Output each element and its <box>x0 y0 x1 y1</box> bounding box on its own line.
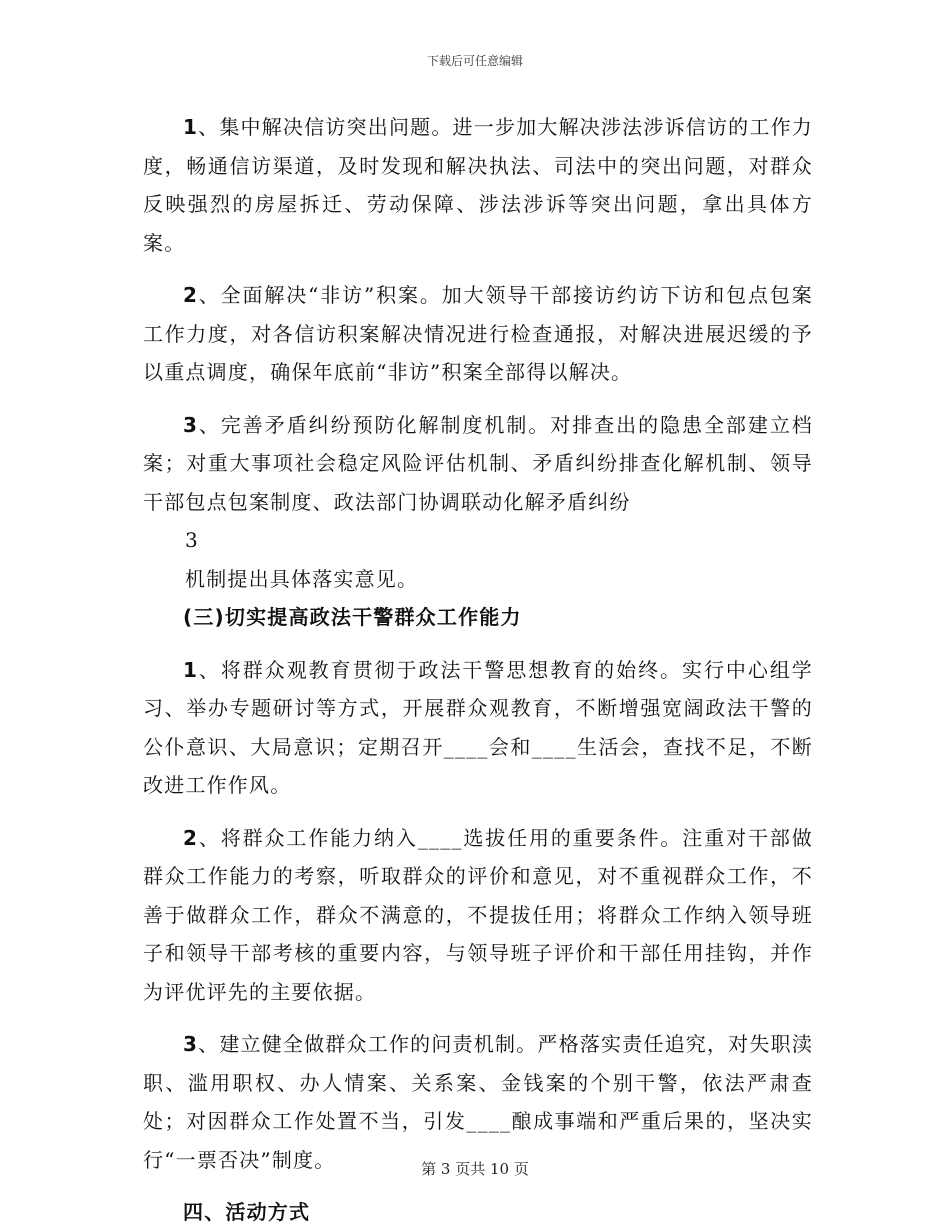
paragraph-text: 、将群众观教育贯彻于政法干警思想教育的始终。实行中心组学习、举办专题研讨等方式，开展群众观教育，不断增强宽阔政法干警的公仆意识、大局意识；定期召开____会和____生活会，查找不足，不断改进工作作风。 <box>143 657 813 797</box>
item-number: 3 <box>183 1032 199 1056</box>
paragraph-text: 、完善矛盾纠纷预防化解制度机制。对排查出的隐患全部建立档案；对重大事项社会稳定风险评估机制、矛盾纠纷排查化解机制、领导干部包点包案制度、政法部门协调联动化解矛盾纠纷 <box>143 412 813 514</box>
paragraph-item-3 <box>143 406 813 522</box>
item-number: 2 <box>183 283 199 307</box>
paragraph-text: 、将群众工作能力纳入____选拔任用的重要条件。注重对干部做群众工作能力的考察，听取群众的评价和意见，对不重视群众工作，不善于做群众工作，群众不满意的，不提拔任用；将群众工作纳入领导班子和领导干部考核的重要内容，与领导班子评价和干部任用挂钩，并作为评优评先的主要依据。 <box>143 825 813 1004</box>
page-marker: 3 <box>185 528 199 552</box>
paragraph-item-4 <box>143 651 813 805</box>
paragraph-item-5 <box>143 819 813 1012</box>
document-body <box>143 108 813 1232</box>
page-header: 下载后可任意编辑 <box>426 54 523 68</box>
section-heading-3: (三)切实提高政法干警群众工作能力 <box>183 605 522 629</box>
paragraph-text: 、集中解决信访突出问题。进一步加大解决涉法涉诉信访的工作力度，畅通信访渠道，及时发现和解决执法、司法中的突出问题，对群众反映强烈的房屋拆迁、劳动保障、涉法涉诉等突出问题，拿出具体方案。 <box>143 115 813 255</box>
paragraph-item-6 <box>143 1025 813 1179</box>
page-footer: 第 3 页共 10 页 <box>421 1160 529 1178</box>
paragraph-text: 、全面解决“非访”积案。加大领导干部接访约访下访和包点包案工作力度，对各信访积案解决情况进行检查通报，对解决进展迟缓的予以重点调度，确保年底前“非访”积案全部得以解决。 <box>143 283 813 384</box>
paragraph-item-1 <box>143 108 813 262</box>
section-heading-4: 四、活动方式 <box>183 1200 311 1224</box>
item-number: 1 <box>183 115 199 139</box>
paragraph-continuation: 机制提出具体落实意见。 <box>185 566 419 591</box>
paragraph-item-2 <box>143 276 813 392</box>
item-number: 3 <box>183 412 199 437</box>
paragraph-text: 、建立健全做群众工作的问责机制。严格落实责任追究，对失职渎职、滥用职权、办人情案、关系案、金钱案的个别干警，依法严肃查处；对因群众工作处置不当，引发____酿成事端和严重后果的，坚决实行“一票否决”制度。 <box>143 1032 813 1172</box>
item-number: 1 <box>183 657 199 682</box>
item-number: 2 <box>183 825 199 850</box>
